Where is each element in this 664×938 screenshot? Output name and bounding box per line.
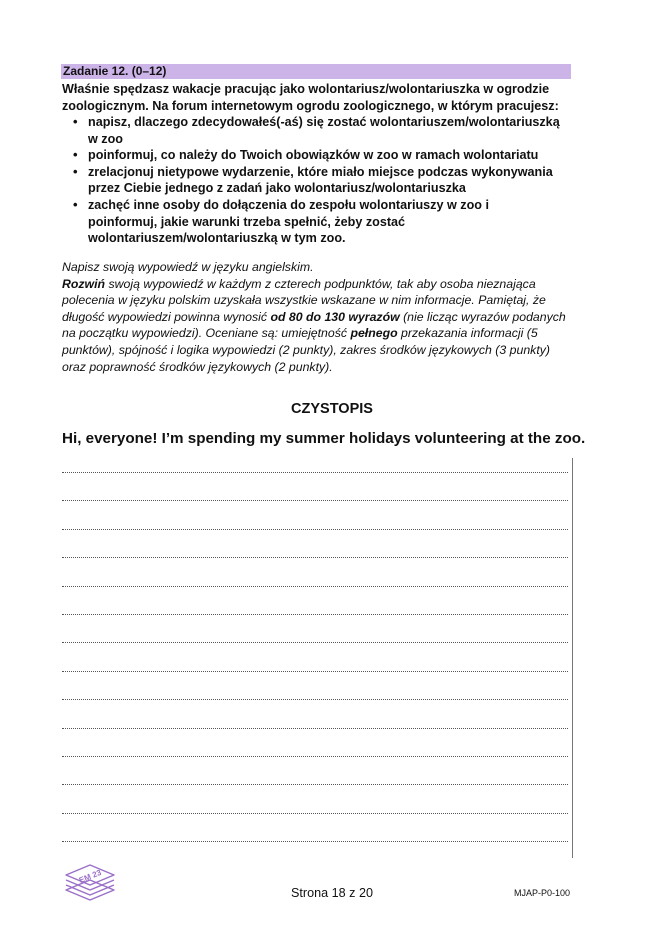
task-bullet-list	[70, 114, 560, 247]
instructions	[62, 259, 572, 375]
writing-line[interactable]	[62, 813, 568, 814]
document-code: MJAP-P0-100	[513, 888, 570, 898]
bullet-item: • poinformuj, co należy do Twoich obowiązków w zoo w ramach wolontariatu	[70, 147, 560, 164]
section-title: CZYSTOPIS	[291, 401, 373, 417]
writing-line[interactable]	[62, 557, 568, 558]
instructions-language: Napisz swoją wypowiedź w języku angielskim.	[62, 260, 314, 274]
writing-line[interactable]	[62, 472, 568, 473]
writing-area[interactable]	[62, 458, 574, 858]
task-header	[61, 64, 571, 79]
bullet-item: • zrelacjonuj nietypowe wydarzenie, które miało miejsce podczas wykonywania przez Ciebie jednego z zadań jako wolontariusz/wolontariuszka	[70, 164, 560, 197]
instructions-criteria: Rozwiń swoją wypowiedź w każdym z czterech podpunktów, tak aby osoba nieznająca polecenia w języku polskim uzyskała wszystkie wskazane w nim informacje. Pamiętaj, że długość wypowiedzi powinna wynosić od 80 do 130 wyrazów (nie licząc wyrazów podanych na początku wypowiedzi). Oceniane są: umiejętność pełnego przekazania informacji (5 punktów), spójność i logika wypowiedzi (2 punkty), zakres środków językowych (3 punkty) oraz poprawność środków językowych (2 punkty).	[62, 276, 566, 374]
writing-line[interactable]	[62, 529, 568, 530]
bullet-item: • napisz, dlaczego zdecydowałeś(-aś) się zostać wolontariuszem/wolontariuszką w zoo	[70, 114, 560, 147]
bullet-item: • zachęć inne osoby do dołączenia do zespołu wolontariuszy w zoo i poinformuj, jakie warunki trzeba spełnić, żeby zostać wolontariuszem/wolontariuszką w tym zoo.	[70, 197, 560, 247]
opening-sentence: Hi, everyone! I’m spending my summer holidays volunteering at the zoo.	[62, 430, 586, 447]
logo-text: EM 23	[77, 867, 103, 885]
writing-line[interactable]	[62, 671, 568, 672]
emphasis-word-count: od 80 do 130 wyrazów	[270, 309, 400, 324]
writing-line[interactable]	[62, 841, 568, 842]
margin-rule	[572, 458, 573, 858]
page-number: Strona 18 z 20	[291, 886, 373, 900]
emphasis-develop: Rozwiń	[62, 276, 106, 291]
writing-line[interactable]	[62, 642, 568, 643]
emphasis-full: pełnego	[350, 326, 398, 341]
writing-line[interactable]	[62, 500, 568, 501]
writing-line[interactable]	[62, 784, 568, 785]
task-label: Zadanie 12. (0–12)	[63, 64, 167, 78]
writing-line[interactable]	[62, 756, 568, 757]
writing-line[interactable]	[62, 586, 568, 587]
writing-line[interactable]	[62, 728, 568, 729]
task-intro: Właśnie spędzasz wakacje pracując jako wolontariusz/wolontariuszka w ogrodzie zoologicznym. Na forum internetowym ogrodu zoologicznego, w którym pracujesz:	[62, 82, 559, 113]
writing-line[interactable]	[62, 614, 568, 615]
writing-line[interactable]	[62, 699, 568, 700]
